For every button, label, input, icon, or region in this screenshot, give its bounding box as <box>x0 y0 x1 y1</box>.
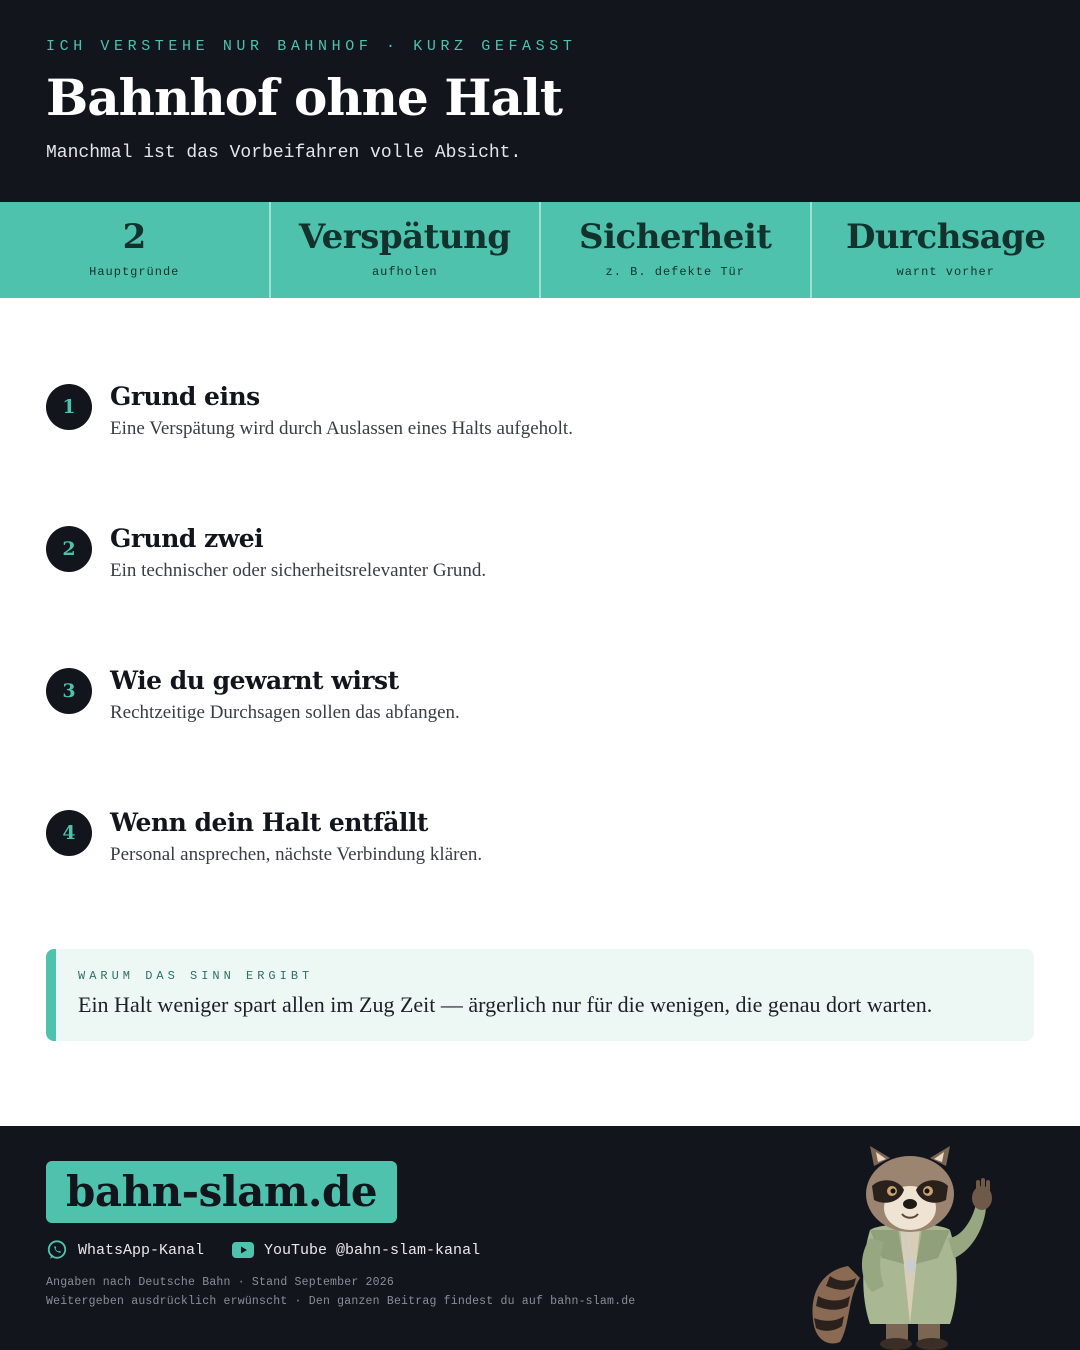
stat-value: Durchsage <box>845 217 1046 257</box>
youtube-link-label: YouTube @bahn-slam-kanal <box>264 1241 481 1259</box>
step-title: Grund eins <box>110 382 260 411</box>
raccoon-head <box>866 1146 954 1232</box>
callout-text: Ein Halt weniger spart allen im Zug Zeit — ärgerlich nur für die wenigen, die genau dort warten. <box>78 992 933 1017</box>
stat-announcement <box>810 202 1080 298</box>
step-number-badge: 3 <box>46 668 92 714</box>
brand-logo[interactable]: bahn-slam.de <box>46 1161 397 1223</box>
step-title: Wenn dein Halt entfällt <box>110 808 428 837</box>
subtitle: Manchmal ist das Vorbeifahren volle Absicht. <box>46 143 522 163</box>
step-item <box>46 522 1034 602</box>
share-note: Weitergeben ausdrücklich erwünscht · Den ganzen Beitrag findest du auf bahn-slam.de <box>46 1295 636 1308</box>
footer <box>0 1126 1080 1350</box>
raccoon-tail <box>812 1266 860 1343</box>
social-links <box>46 1239 508 1261</box>
page-title: Bahnhof ohne Halt <box>46 68 562 127</box>
step-item <box>46 380 1034 460</box>
callout-label: WARUM DAS SINN ERGIBT <box>78 969 314 983</box>
stat-label: z. B. defekte Tür <box>605 265 745 279</box>
step-number-badge: 4 <box>46 810 92 856</box>
stat-delay <box>269 202 540 298</box>
stat-value: Sicherheit <box>579 217 772 257</box>
step-text: Personal ansprechen, nächste Verbindung klären. <box>110 844 483 865</box>
stat-safety <box>539 202 810 298</box>
raccoon-mascot-illustration <box>800 1146 1000 1350</box>
source-note: Angaben nach Deutsche Bahn · Stand September 2026 <box>46 1276 394 1289</box>
kicker: ICH VERSTEHE NUR BAHNHOF · KURZ GEFASST <box>46 38 577 55</box>
step-item <box>46 806 1034 886</box>
step-text: Eine Verspätung wird durch Auslassen eines Halts aufgeholt. <box>110 418 573 439</box>
stat-label: aufholen <box>371 265 438 279</box>
youtube-icon <box>232 1242 254 1258</box>
whatsapp-link-label: WhatsApp-Kanal <box>78 1241 205 1259</box>
stats-bar <box>0 202 1080 298</box>
info-callout <box>46 949 1034 1041</box>
whatsapp-icon <box>46 1239 68 1261</box>
step-text: Rechtzeitige Durchsagen sollen das abfangen. <box>110 702 460 723</box>
stat-label: Hauptgründe <box>89 265 180 279</box>
stat-value: Verspätung <box>298 217 511 257</box>
step-number-badge: 2 <box>46 526 92 572</box>
step-number-badge: 1 <box>46 384 92 430</box>
step-item <box>46 664 1034 744</box>
step-text: Ein technischer oder sicherheitsrelevanter Grund. <box>110 560 487 581</box>
whatsapp-link[interactable] <box>46 1239 204 1261</box>
step-title: Wie du gewarnt wirst <box>110 666 399 695</box>
youtube-link[interactable] <box>232 1242 480 1259</box>
raccoon-waving-paw <box>972 1178 992 1210</box>
stat-main-reasons <box>0 202 269 298</box>
header <box>0 0 1080 202</box>
stat-label: warnt vorher <box>896 265 995 279</box>
step-title: Grund zwei <box>110 524 264 553</box>
stat-value: 2 <box>122 217 146 257</box>
